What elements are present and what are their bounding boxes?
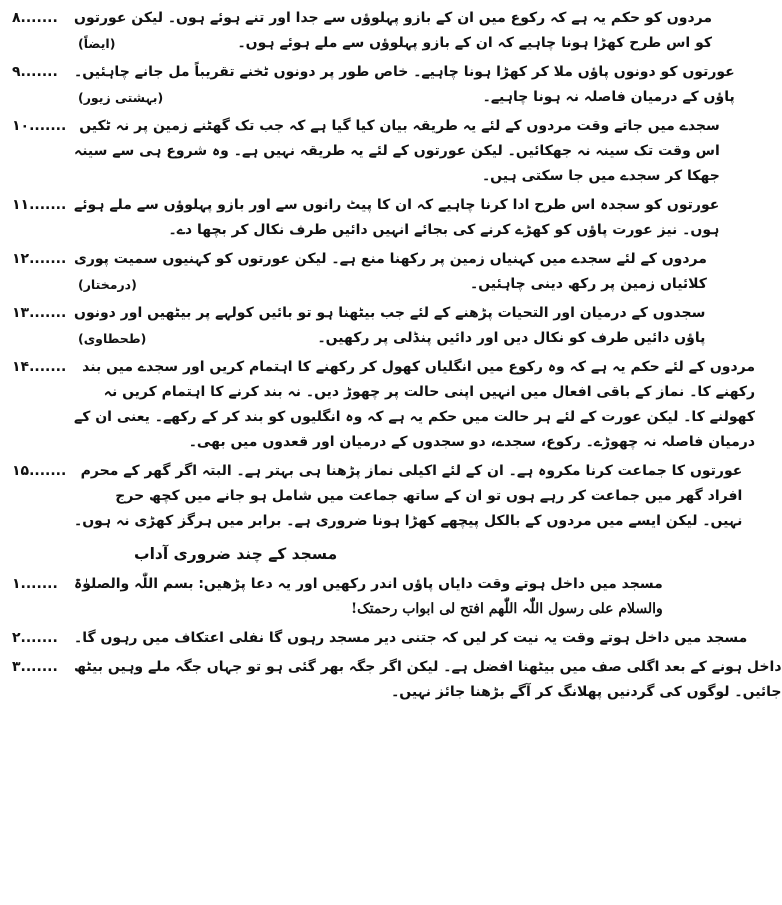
line-text: اس وقت تک سینہ نہ جھکائیں۔ لیکن عورتوں کے لئے یہ طریقہ نہیں ہے۔ وہ شروع ہی سے سینہ xyxy=(74,143,720,159)
line-text: مردوں کے لئے حکم یہ ہے کہ وہ رکوع میں انگلیاں کھول کر رکھنے کا اہتمام کریں اور سجدے میں بند xyxy=(82,359,756,375)
item-text xyxy=(74,6,712,56)
item-number: ۱۵....... xyxy=(12,463,67,479)
list-item xyxy=(12,114,720,189)
line-text: کلائیاں زمین پر رکھ دینی چاہئیں۔ xyxy=(469,276,707,292)
line-text: عورتوں کو دونوں پاؤں ملا کر کھڑا ہونا چاہیے۔ خاص طور پر دونوں ٹخنے تقریباً مل جانے چاہئیں۔ xyxy=(74,64,735,80)
line-text: افراد گھر میں جماعت کر رہے ہوں تو ان کے ساتھ جماعت میں شامل ہو جانے میں کچھ حرج xyxy=(115,488,743,504)
item-text xyxy=(74,626,747,651)
item-number: ۱۴....... xyxy=(12,359,67,375)
line-text: والسلام علی رسول اللّٰہ اللّٰھم افتح لی ابواب رحمتک! xyxy=(350,601,663,617)
list-item xyxy=(12,626,748,651)
text-line xyxy=(74,85,735,110)
reference-citation: (ایضاً) xyxy=(78,36,116,51)
text-line xyxy=(74,626,747,651)
line-text: پاؤں دائیں طرف کو نکال دیں اور دائیں پنڈلی پر رکھیں۔ xyxy=(317,330,706,346)
text-line xyxy=(74,680,782,705)
text-line xyxy=(74,247,707,272)
reference-citation: (درمختار) xyxy=(78,277,137,292)
item-text xyxy=(74,572,663,622)
item-text xyxy=(74,60,735,110)
line-text: مسجد میں داخل ہوتے وقت دایاں پاؤں اندر رکھیں اور یہ دعا پڑھیں: بسم اللّٰہ والصلوٰۃ xyxy=(74,576,663,592)
item-number: ۹....... xyxy=(12,64,58,80)
line-text: درمیان فاصلہ نہ چھوڑے۔ رکوع، سجدے، دو سجدوں کے درمیان اور قعدوں میں بھی۔ xyxy=(188,434,756,450)
text-line xyxy=(74,6,712,31)
line-text: ہوں۔ نیز عورت پاؤں کو کھڑے کرنے کی بجائے انہیں دائیں طرف نکال کر بچھا دے۔ xyxy=(168,222,720,238)
list-item xyxy=(12,301,706,351)
text-line xyxy=(74,218,719,243)
text-line xyxy=(74,597,663,622)
line-text: کھولنے کا۔ لیکن عورت کے لئے ہر حالت میں حکم یہ ہے کہ وہ انگلیوں کو بند کر کے رکھے۔ یعنی ان کے xyxy=(74,409,756,425)
line-text: پاؤں کے درمیان فاصلہ نہ ہونا چاہیے۔ xyxy=(482,89,735,105)
line-text: داخل ہونے کے بعد اگلی صف میں بیٹھنا افضل ہے۔ لیکن اگر جگہ بھر گئی ہو تو جہاں جگہ ملے وہیں بیٹھ xyxy=(74,659,782,675)
line-text: جائیں۔ لوگوں کی گردنیں پھلانگ کر آگے بڑھنا جائز نہیں۔ xyxy=(391,684,782,700)
item-number: ۱....... xyxy=(12,576,58,592)
item-text xyxy=(74,114,720,189)
item-number: ۱۱....... xyxy=(12,197,67,213)
text-line xyxy=(74,484,742,509)
line-text: مردوں کے لئے سجدے میں کہنیاں زمین پر رکھنا منع ہے۔ لیکن عورتوں کو کہنیوں سمیت پوری xyxy=(74,251,707,267)
rules-list xyxy=(12,6,756,534)
list-item xyxy=(12,193,720,243)
line-text: مردوں کو حکم یہ ہے کہ رکوع میں ان کے بازو پہلوؤں سے جدا اور تنے ہوئے ہوں۔ لیکن عورتوں xyxy=(74,10,713,26)
line-text: عورتوں کو سجدہ اس طرح ادا کرنا چاہیے کہ ان کا پیٹ رانوں سے اور بازو پہلوؤں سے ملے ہوئے xyxy=(74,197,720,213)
text-line xyxy=(74,301,705,326)
text-line xyxy=(74,31,712,56)
text-line xyxy=(74,405,755,430)
line-text: جھکا کر سجدے میں جا سکتی ہیں۔ xyxy=(481,168,720,184)
list-item xyxy=(12,247,707,297)
text-line xyxy=(74,572,663,597)
line-text: مسجد میں داخل ہوتے وقت یہ نیت کر لیں کہ جتنی دیر مسجد رہوں گا نفلی اعتکاف میں رہوں گا۔ xyxy=(74,630,748,646)
item-text xyxy=(74,247,707,297)
reference-citation: (بہشتی زیور) xyxy=(78,90,164,105)
line-text: کو اس طرح کھڑا ہونا چاہیے کہ ان کے بازو پہلوؤں سے ملے ہوئے ہوں۔ xyxy=(237,35,713,51)
item-number: ۳....... xyxy=(12,659,58,675)
text-line xyxy=(74,430,755,455)
text-line xyxy=(74,380,755,405)
list-item xyxy=(12,6,713,56)
item-number: ۲....... xyxy=(12,630,58,646)
item-text xyxy=(74,193,719,243)
text-line xyxy=(74,509,742,534)
section-heading: مسجد کے چند ضروری آداب xyxy=(134,545,338,563)
line-text: نہیں۔ لیکن ایسے میں مردوں کے بالکل پیچھے کھڑا ہونا ضروری ہے۔ برابر میں ہرگز کھڑی نہ ہوں۔ xyxy=(74,513,743,529)
item-number: ۱۳....... xyxy=(12,305,67,321)
text-line xyxy=(74,114,720,139)
text-line xyxy=(74,164,720,189)
item-text xyxy=(74,459,742,534)
line-text: سجدوں کے درمیان اور التحیات پڑھنے کے لئے جب بیٹھنا ہو تو بائیں کولہے پر بیٹھیں اور دونوں xyxy=(74,305,706,321)
text-line xyxy=(74,355,755,380)
reference-citation: (طحطاوی) xyxy=(78,331,147,346)
text-line xyxy=(74,655,782,680)
text-line xyxy=(74,272,707,297)
list-item xyxy=(12,459,743,534)
text-line xyxy=(74,139,720,164)
item-number: ۱۰....... xyxy=(12,118,67,134)
text-line xyxy=(74,193,719,218)
list-item xyxy=(12,655,782,705)
item-number: ۱۲....... xyxy=(12,251,67,267)
list-item xyxy=(12,355,756,455)
list-item xyxy=(12,60,735,110)
item-text xyxy=(74,301,705,351)
mosque-etiquette-list xyxy=(12,572,782,705)
list-item xyxy=(12,572,663,622)
line-text: رکھنے کا۔ نماز کے باقی افعال میں انہیں اپنی حالت پر چھوڑ دیں۔ نہ بند کرنے کا اہتمام کریں نہ xyxy=(103,384,756,400)
text-line xyxy=(74,60,735,85)
item-text xyxy=(74,355,755,455)
text-line xyxy=(74,326,705,351)
line-text: سجدے میں جاتے وقت مردوں کے لئے یہ طریقہ بیان کیا گیا ہے کہ جب تک گھٹنے زمین پر نہ ٹکیں xyxy=(79,118,720,134)
text-line xyxy=(74,459,742,484)
line-text: عورتوں کا جماعت کرنا مکروہ ہے۔ ان کے لئے اکیلی نماز پڑھنا ہی بہتر ہے۔ البتہ اگر گھر کے محرم xyxy=(80,463,743,479)
item-number: ۸....... xyxy=(12,10,58,26)
item-text xyxy=(74,655,782,705)
